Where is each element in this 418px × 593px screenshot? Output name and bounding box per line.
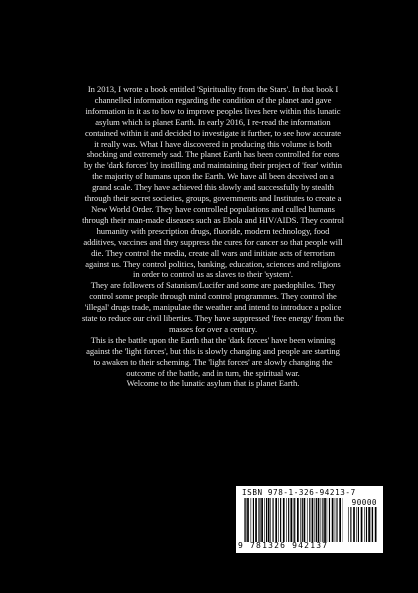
barcode-stripe bbox=[244, 498, 245, 542]
price-code: 90000 bbox=[351, 498, 377, 507]
barcode-stripe bbox=[372, 507, 373, 542]
blurb-paragraph: They are followers of Satanism/Lucifer and some are paedophiles. They control some people through mind control programmes. They control the 'illegal' drugs trade, manipulate the weather and intend to introduce a police state to reduce our civil liberties. They have suppressed 'free energy' from the masses for over a century. bbox=[82, 280, 344, 334]
isbn-label: ISBN 978-1-326-94213-7 bbox=[242, 488, 356, 497]
barcode-stripe bbox=[270, 498, 271, 542]
barcode-stripe bbox=[309, 498, 310, 542]
barcode-stripe bbox=[253, 498, 254, 542]
barcode-stripe bbox=[348, 507, 349, 542]
barcode-stripe bbox=[286, 498, 287, 542]
barcode-stripe bbox=[247, 498, 249, 542]
barcode-stripe bbox=[335, 498, 336, 542]
barcode-stripe bbox=[268, 498, 270, 542]
barcode-stripe bbox=[339, 498, 341, 542]
barcode-stripe bbox=[366, 507, 367, 542]
barcode-stripe bbox=[324, 498, 326, 542]
barcode-stripe bbox=[327, 498, 328, 542]
barcode-stripe bbox=[278, 498, 279, 542]
barcode-stripe bbox=[304, 498, 306, 542]
barcode-stripe bbox=[251, 498, 252, 542]
barcode-stripe bbox=[261, 498, 263, 542]
barcode-stripe bbox=[264, 498, 265, 542]
barcode-stripe bbox=[361, 507, 363, 542]
barcode-stripe bbox=[329, 498, 330, 542]
barcode-bars-icon bbox=[244, 498, 343, 542]
barcode-stripe bbox=[350, 507, 351, 542]
barcode-stripe bbox=[371, 507, 372, 542]
barcode-stripe bbox=[275, 498, 277, 542]
barcode-stripe bbox=[302, 498, 303, 542]
barcode-stripe bbox=[245, 498, 246, 542]
barcode-stripe bbox=[358, 507, 359, 542]
isbn-barcode bbox=[236, 486, 383, 553]
barcode-stripe bbox=[321, 498, 322, 542]
barcode-stripe bbox=[315, 498, 316, 542]
barcode-stripe bbox=[294, 498, 295, 542]
barcode-stripe bbox=[375, 507, 377, 542]
price-barcode-bars-icon bbox=[348, 507, 377, 542]
barcode-stripe bbox=[258, 498, 259, 542]
blurb-text bbox=[82, 84, 344, 389]
blurb-paragraph: This is the battle upon the Earth that the 'dark forces' have been winning against the 'light forces', but this is slowly changing and people are starting to awaken to their scheming. The 'light forces' are slowly changing the outcome of the battle, and in turn, the spiritual war. bbox=[86, 334, 340, 378]
barcode-digits: 9 781326 942137 bbox=[238, 541, 329, 550]
barcode-stripe bbox=[300, 498, 301, 542]
barcode-stripe bbox=[293, 498, 294, 542]
barcode-stripe bbox=[312, 498, 314, 542]
barcode-stripe bbox=[266, 498, 267, 542]
barcode-stripe bbox=[288, 498, 289, 542]
barcode-stripe bbox=[316, 498, 317, 542]
barcode-stripe bbox=[336, 498, 337, 542]
barcode-stripe bbox=[318, 498, 320, 542]
barcode-stripe bbox=[322, 498, 323, 542]
barcode-stripe bbox=[273, 498, 274, 542]
barcode-stripe bbox=[297, 498, 299, 542]
barcode-stripe bbox=[332, 498, 334, 542]
blurb-paragraph: In 2013, I wrote a book entitled 'Spirituality from the Stars'. In that book I channelled information regarding the condition of the planet and gave information in it as to how to improve peoples lives here within this lunatic asylum which is planet Earth. In early 2016, I re-read the information contained within it and decided to investigate it further, to see how accurate it really was. What I have discovered in producing this volume is both shocking and extremely sad. The planet Earth has been controlled for eons by the 'dark forces' by instilling and maintaining their project of 'fear' within the majority of humans upon the Earth. We have all been deceived on a grand scale. They have achieved this slowly and successfully by stealth through their secret societies, groups, governments and Institutes to create a New World Order. They have controlled populations and culled humans through their man-made diseases such as Ebola and HIV/AIDS. They control humanity with prescription drugs, fluoride, modern technology, food additives, vaccines and they suppress the cures for cancer so that people will die. They control the media, create all wars and initiate acts of terrorism against us. They control politics, banking, education, sciences and religions in order to control us as slaves to their 'system'. bbox=[82, 84, 344, 280]
barcode-stripe bbox=[283, 498, 285, 542]
barcode-stripe bbox=[353, 507, 355, 542]
barcode-stripe bbox=[259, 498, 260, 542]
barcode-stripe bbox=[255, 498, 257, 542]
barcode-stripe bbox=[356, 507, 357, 542]
barcode-stripe bbox=[364, 507, 365, 542]
barcode-stripe bbox=[290, 498, 292, 542]
barcode-stripe bbox=[368, 507, 370, 542]
blurb-paragraph: Welcome to the lunatic asylum that is planet Earth. bbox=[126, 378, 300, 389]
barcode-stripe bbox=[307, 498, 308, 542]
barcode-stripe bbox=[280, 498, 281, 542]
